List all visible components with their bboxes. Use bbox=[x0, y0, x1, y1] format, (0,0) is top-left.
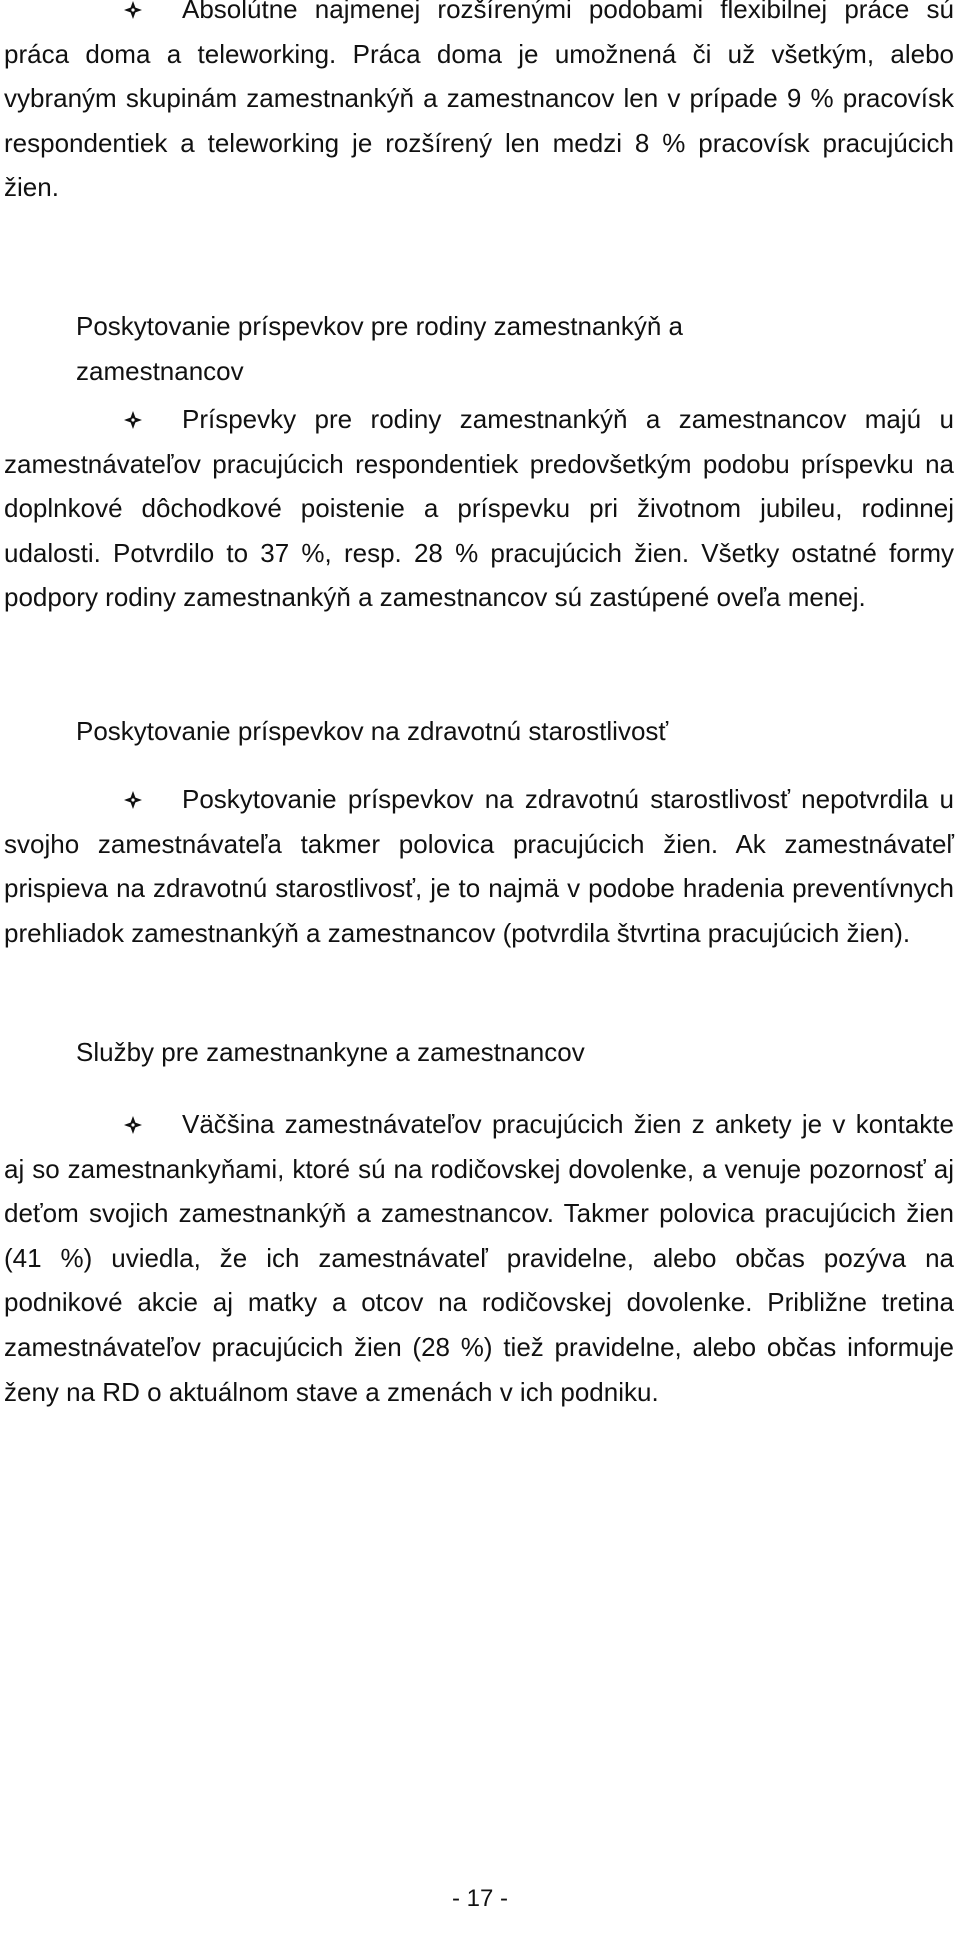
diamond-bullet-icon bbox=[124, 411, 142, 429]
section-heading: Poskytovanie príspevkov pre rodiny zamestnankýň a zamestnancov bbox=[76, 311, 683, 386]
paragraph-services bbox=[4, 1102, 954, 1414]
paragraph-flexible-work bbox=[4, 0, 954, 210]
paragraph-family-contributions bbox=[4, 397, 954, 620]
paragraph-health-contributions bbox=[4, 777, 954, 955]
section-heading: Poskytovanie príspevkov na zdravotnú starostlivosť bbox=[76, 716, 669, 746]
paragraph-text: Poskytovanie príspevkov na zdravotnú starostlivosť nepotvrdila u svojho zamestnávateľa takmer polovica pracujúcich žien. Ak zamestnávateľ prispieva na zdravotnú starostlivosť, je to najmä v podobe hradenia preventívnych prehliadok zamestnankýň a zamestnancov (potvrdila štvrtina pracujúcich žien). bbox=[4, 784, 954, 948]
diamond-bullet-icon bbox=[124, 791, 142, 809]
diamond-bullet-icon bbox=[124, 1, 142, 19]
section-heading: Služby pre zamestnankyne a zamestnancov bbox=[76, 1037, 585, 1067]
paragraph-text: Absolútne najmenej rozšírenými podobami flexibilnej práce sú práca doma a teleworking. Práca doma je umožnená či už všetkým, alebo vybraným skupinám zamestnankýň a zamestnancov len v prípade 9 % pracovísk respondentiek a teleworking je rozšírený len medzi 8 % pracovísk pracujúcich žien. bbox=[4, 0, 954, 203]
diamond-bullet-icon bbox=[124, 1116, 142, 1134]
page-number: - 17 - bbox=[451, 1885, 508, 1912]
paragraph-text: Príspevky pre rodiny zamestnankýň a zamestnancov majú u zamestnávateľov pracujúcich respondentiek predovšetkým podobu príspevku na doplnkové dôchodkové poistenie a príspevku pri životnom jubileu, rodinnej udalosti. Potvrdilo to 37 %, resp. 28 % pracujúcich žien. Všetky ostatné formy podpory rodiny zamestnankýň a zamestnancov sú zastúpené oveľa menej. bbox=[4, 404, 954, 613]
paragraph-text: Väčšina zamestnávateľov pracujúcich žien z ankety je v kontakte aj so zamestnankyňami, ktoré sú na rodičovskej dovolenke, a venuje pozornosť aj deťom svojich zamestnankýň a zamestnancov. Takmer polovica pracujúcich žien (41 %) uviedla, že ich zamestnávateľ pravidelne, alebo občas pozýva na podnikové akcie aj matky a otcov na rodičovskej dovolenke. Približne tretina zamestnávateľov pracujúcich žien (28 %) tiež pravidelne, alebo občas informuje ženy na RD o aktuálnom stave a zmenách v ich podniku. bbox=[4, 1109, 954, 1407]
